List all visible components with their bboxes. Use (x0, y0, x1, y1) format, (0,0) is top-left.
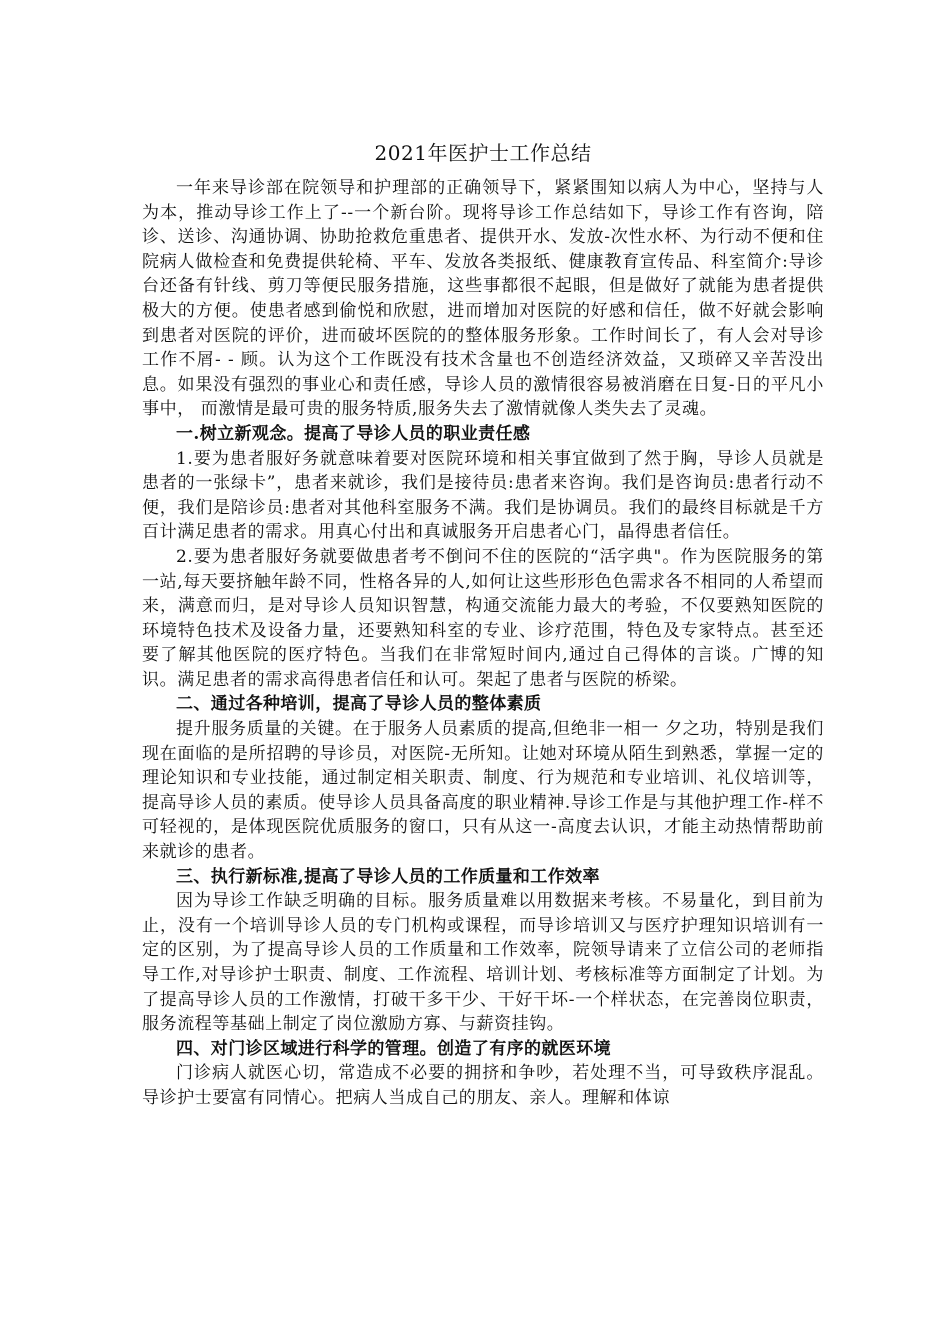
section-3-heading: 三、执行新标准,提高了导诊人员的工作质量和工作效率 (176, 866, 600, 887)
section-1-paragraph-1: 1.要为患者服好务就意味着要对医院环境和相关事宜做到了然于胸，导诊人员就是患者的一张绿卡”，患者来就诊，我们是接待员:患者来咨询。我们是咨询员:患者行动不便，我们是陪诊员:患者对其他科室服务不满。我们是协调员。我们的最终目标就是千方百计满足患者的需求。用真心付出和真诚服务开启患者心门，晶得患者信任。 (142, 448, 824, 543)
section-3-paragraph-1: 因为导诊工作缺乏明确的目标。服务质量难以用数据来考核。不易量化，到目前为止，没有一个培训导诊人员的专门机构或课程，而导诊培训又与医疗护理知识培训有一定的区别，为了提高导诊人员的工作质量和工作效率，院领导请来了立信公司的老师指导工作,对导诊护士职责、制度、工作流程、培训计划、考核标准等方面制定了计划。为了提高导诊人员的工作激情，打破干多干少、干好干坏-一个样状态，在完善岗位职责，服务流程等基础上制定了岗位激励方寡、与薪资挂钩。 (142, 891, 824, 1035)
section-1-heading: 一.树立新观念。提高了导诊人员的职业责任感 (176, 423, 531, 444)
intro-paragraph: 一年来导诊部在院领导和护理部的正确领导下，紧紧围知以病人为中心，坚持与人为本，推动导诊工作上了--一个新台阶。现将导诊工作总结如下，导诊工作有咨询，陪诊、送诊、沟通协调、协助抢救危重患者、提供开水、发放-次性水杯、为行动不便和住院病人做检查和免费提供轮椅、平车、发放各类报纸、健康教育宣传品、科室简介:导诊台还备有针线、剪刀等便民服务措施，这些事都很不起眼，但是做好了就能为患者提供极大的方便。使患者感到偷悦和欣慰，进而增加对医院的好感和信任，做不好就会影响到患者对医院的评价，进而破坏医院的的整体服务形象。工作时间长了，有人会对导诊工作不屑- - 顾。认为这个工作既没有技术含量也不创造经济效益，又琐碎又辛苦没出息。如果没有强烈的事业心和责任感，导诊人员的激情很容易被消磨在日复-日的平凡小事中， 而激情是最可贵的服务特质,服务失去了激情就像人类失去了灵魂。 (142, 178, 824, 420)
section-4-paragraph-1: 门诊病人就医心切，常造成不必要的拥挤和争吵，若处理不当，可导致秩序混乱。导诊护士要富有同情心。把病人当成自己的朋友、亲人。理解和体谅 (142, 1063, 824, 1108)
section-2-paragraph-1: 提升服务质量的关键。在于服务人员素质的提高,但绝非一相一 夕之功，特别是我们现在面临的是所招聘的导诊员，对医院-无所知。让她对环境从陌生到熟悉，掌握一定的理论知识和专业技能，通过制定相关职责、制度、行为规范和专业培训、礼仪培训等，提高导诊人员的素质。使导诊人员具备高度的职业精神.导诊工作是与其他护理工作-样不可轻视的，是体现医院优质服务的窗口，只有从这一-高度去认识，才能主动热情帮助前来就诊的患者。 (142, 719, 824, 863)
document-title: 2021年医护士工作总结 (374, 141, 592, 165)
section-1-paragraph-2: 2.要为患者服好务就要做患者考不倒问不住的医院的“活字典"。作为医院服务的第一站,每天要挤触年龄不同，性格各异的人,如何让这些形形色色需求各不相同的人希望而来，满意而归，是对导诊人员知识智慧，构通交流能力最大的考验，不仅要熟知医院的环境特色技术及设备力量，还要熟知科室的专业、诊疗范围，特色及专家特点。甚至还要了解其他医院的医疗特色。当我们在非常短时间内,通过自己得体的言谈。广博的知识。满足患者的需求高得患者信任和认可。架起了患者与医院的桥梁。 (142, 546, 824, 690)
section-2-heading: 二、通过各种培训，提高了导诊人员的整体素质 (176, 694, 542, 715)
section-4-heading: 四、对门诊区域进行科学的管理。创造了有序的就医环境 (176, 1038, 611, 1059)
document-page (142, 138, 824, 1111)
